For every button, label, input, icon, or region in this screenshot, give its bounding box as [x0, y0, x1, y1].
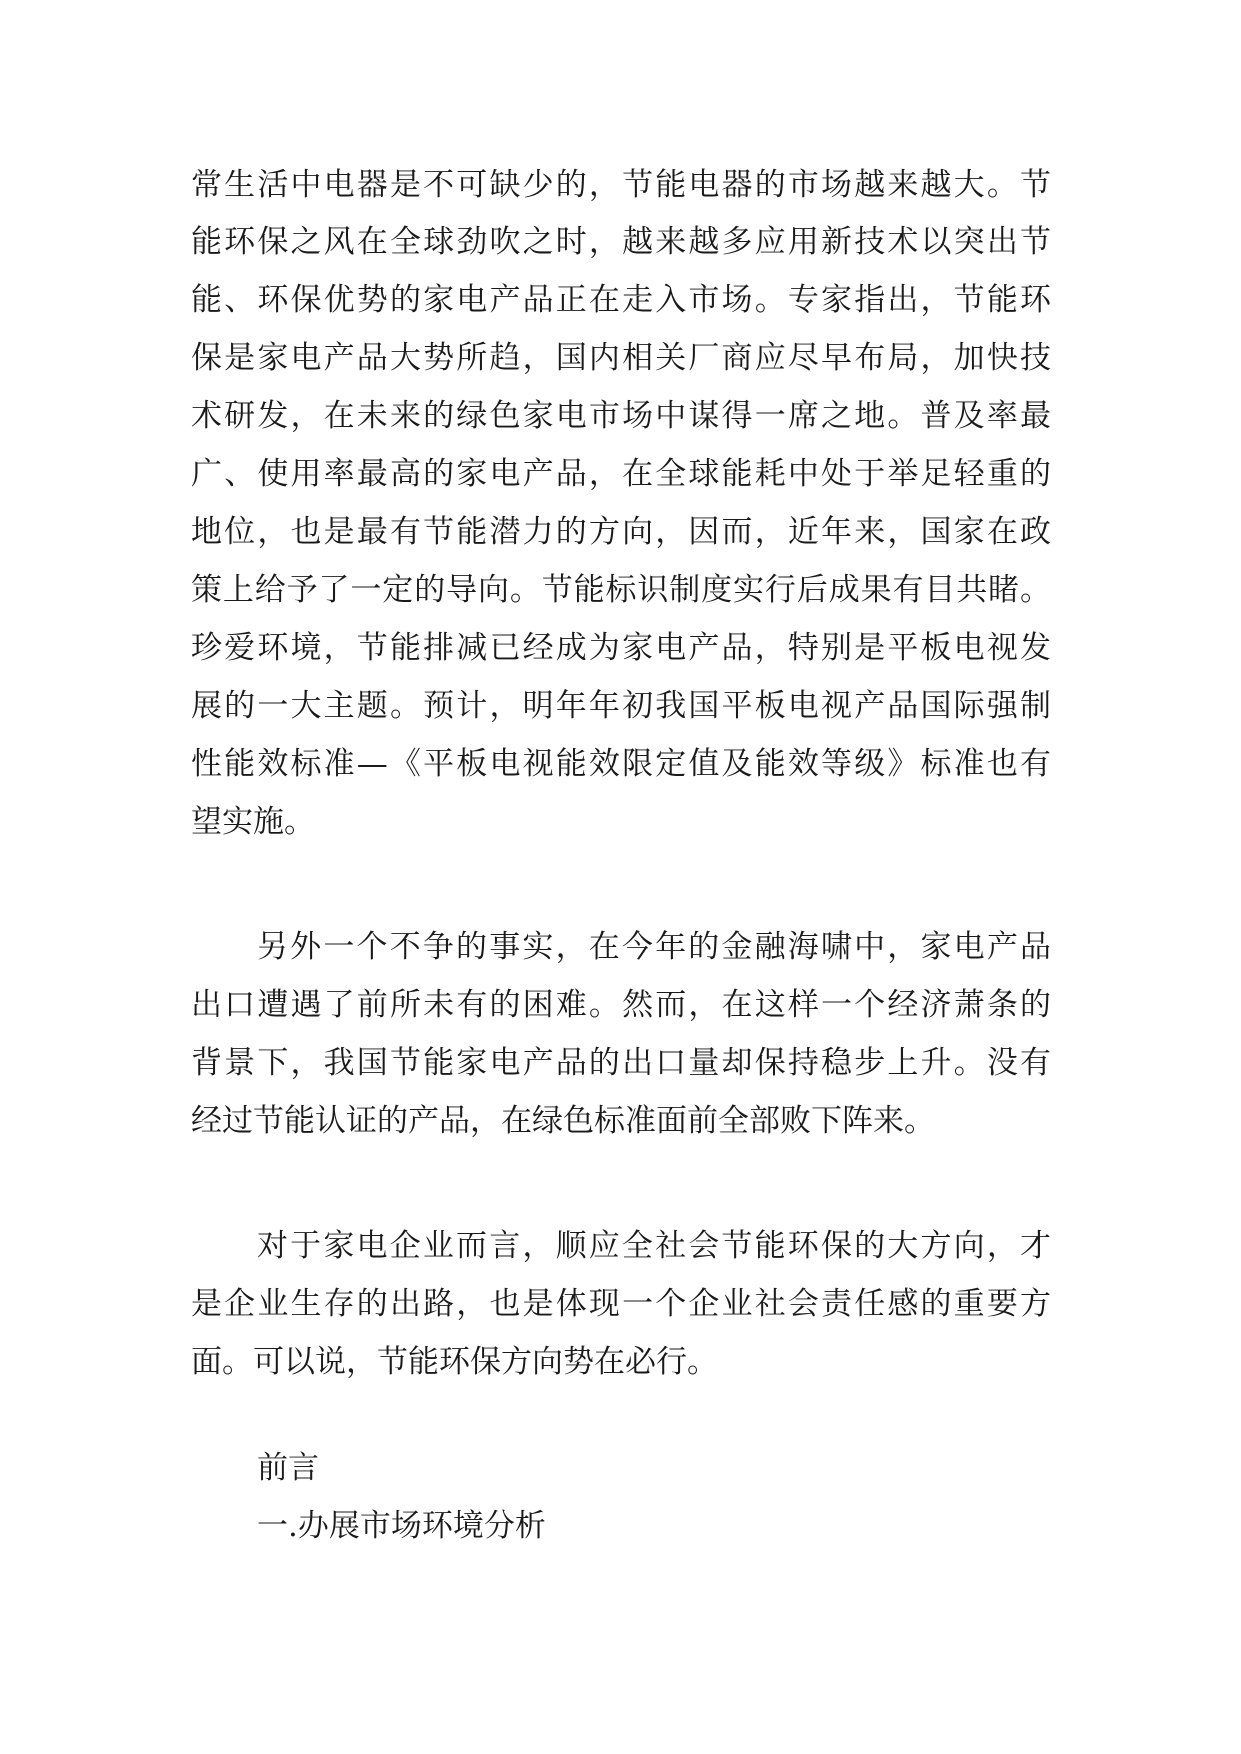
paragraph-line: 常生活中电器是不可缺少的，节能电器的市场越来越大。节 — [191, 167, 1051, 203]
paragraph-line: 另外一个不争的事实，在今年的金融海啸中，家电产品 — [257, 929, 1051, 965]
toc-preface: 前言 — [257, 1450, 319, 1486]
paragraph-line: 对于家电企业而言，顺应全社会节能环保的大方向，才 — [257, 1228, 1051, 1264]
paragraph-line: 望实施。 — [191, 804, 315, 840]
paragraph-line: 保是家电产品大势所趋，国内相关厂商应尽早布局，加快技 — [191, 340, 1051, 376]
paragraph-line: 策上给予了一定的导向。节能标识制度实行后成果有目共睹。 — [191, 572, 1051, 608]
paragraph-line: 展的一大主题。预计，明年年初我国平板电视产品国际强制 — [191, 688, 1051, 724]
paragraph-line: 能环保之风在全球劲吹之时，越来越多应用新技术以突出节 — [191, 224, 1051, 260]
paragraph-line: 背景下，我国节能家电产品的出口量却保持稳步上升。没有 — [191, 1045, 1051, 1081]
toc-item-1: 一.办展市场环境分析 — [257, 1508, 546, 1544]
paragraph-line: 性能效标准—《平板电视能效限定值及能效等级》标准也有 — [191, 746, 1051, 782]
paragraph-line: 珍爱环境，节能排减已经成为家电产品，特别是平板电视发 — [191, 630, 1051, 666]
paragraph-line: 术研发，在未来的绿色家电市场中谋得一席之地。普及率最 — [191, 398, 1051, 434]
paragraph-line: 经过节能认证的产品，在绿色标准面前全部败下阵来。 — [191, 1103, 935, 1139]
paragraph-line: 面。可以说，节能环保方向势在必行。 — [191, 1344, 718, 1380]
paragraph-line: 出口遭遇了前所未有的困难。然而，在这样一个经济萧条的 — [191, 987, 1051, 1023]
paragraph-line: 是企业生存的出路，也是体现一个企业社会责任感的重要方 — [191, 1286, 1051, 1322]
paragraph-line: 地位，也是最有节能潜力的方向，因而，近年来，国家在政 — [191, 514, 1051, 550]
paragraph-line: 广、使用率最高的家电产品，在全球能耗中处于举足轻重的 — [191, 456, 1051, 492]
paragraph-line: 能、环保优势的家电产品正在走入市场。专家指出，节能环 — [191, 282, 1051, 318]
